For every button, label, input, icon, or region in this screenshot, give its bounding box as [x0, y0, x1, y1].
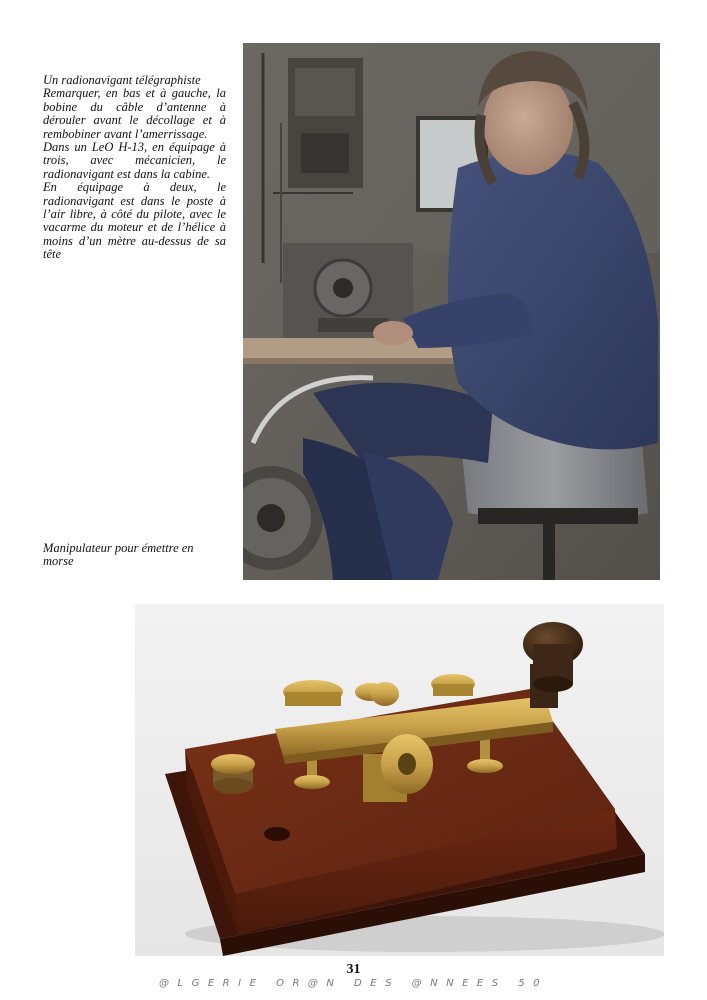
caption-line-4: En équipage à deux, le radionavigant est dans le poste à l’air libre, à côté du pilote, avec le vacarme du moteur et de l’hélice à moins d’un mètre au-dessus de sa tête: [43, 180, 226, 262]
radio-operator-caption: [43, 74, 226, 262]
morse-key-caption-text: Manipulateur pour émettre en morse: [43, 541, 194, 569]
caption-line-1: Un radionavigant télégraphiste: [43, 73, 201, 87]
page-number: 31: [346, 962, 361, 977]
caption-line-2: Remarquer, en bas et à gauche, la bobine du câble d’antenne à dérouler avant le décollage et à rembobiner avant l’amerrissage.: [43, 86, 226, 141]
footer-running-title: @LGERIE OR@N DES @NNEES 50: [159, 978, 548, 989]
caption-line-3: Dans un LeO H-13, en équipage à trois, avec mécanicien, le radionavigant est dans la cabine.: [43, 140, 226, 181]
morse-key-photo: [135, 604, 664, 956]
radio-operator-photo: [243, 43, 660, 580]
morse-key-caption: [43, 542, 223, 569]
